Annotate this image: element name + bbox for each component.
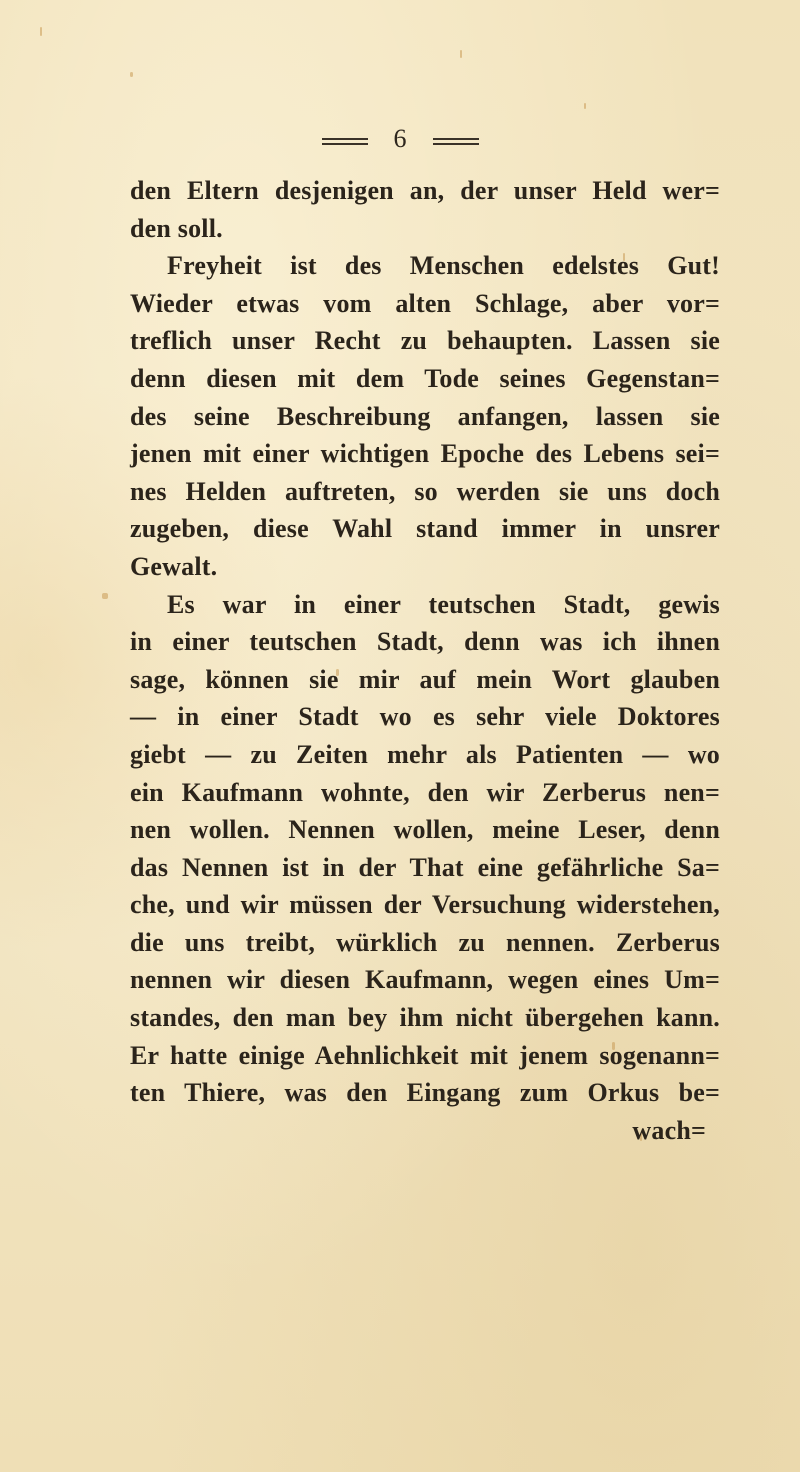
- text-line: sage, können sie mir auf mein Wort glauben: [130, 664, 720, 694]
- header-rule-left: [322, 138, 368, 145]
- text-line: nen wollen. Nennen wollen, meine Leser, denn: [130, 815, 720, 845]
- paragraph-first-line: Es war in einer teutschen Stadt, gewis: [167, 589, 720, 619]
- paragraph-first-line: Freyheit ist des Menschen edelstes Gut!: [167, 251, 720, 281]
- text-line: ein Kaufmann wohnte, den wir Zerberus nen=: [130, 777, 720, 807]
- text-line: in einer teutschen Stadt, denn was ich ihnen: [130, 627, 720, 657]
- text-line: Gewalt.: [130, 551, 218, 581]
- text-line: — in einer Stadt wo es sehr viele Doktores: [130, 702, 720, 732]
- text-line: ten Thiere, was den Eingang zum Orkus be=: [130, 1078, 720, 1108]
- text-line: zugeben, diese Wahl stand immer in unsrer: [130, 514, 720, 544]
- text-line: nennen wir diesen Kaufmann, wegen eines Um=: [130, 965, 720, 995]
- text-line: Er hatte einige Aehnlichkeit mit jenem sogenann=: [130, 1040, 720, 1070]
- body-text: [130, 172, 720, 1149]
- text-line: das Nennen ist in der That eine gefährliche Sa=: [130, 852, 720, 882]
- text-line: che, und wir müssen der Versuchung widerstehen,: [130, 890, 720, 920]
- text-line: nes Helden auftreten, so werden sie uns doch: [130, 476, 720, 506]
- header-rule-right: [433, 138, 479, 145]
- text-line: den soll.: [130, 213, 223, 243]
- text-line: giebt — zu Zeiten mehr als Patienten — wo: [130, 739, 720, 769]
- text-line: standes, den man bey ihm nicht übergehen kann.: [130, 1003, 720, 1033]
- page-header: [0, 124, 800, 154]
- text-line: die uns treibt, würklich zu nennen. Zerberus: [130, 927, 720, 957]
- text-line: jenen mit einer wichtigen Epoche des Lebens sei=: [130, 439, 720, 469]
- text-line: treflich unser Recht zu behaupten. Lassen sie: [130, 326, 720, 356]
- page-number: 6: [393, 124, 407, 153]
- catchword: wach=: [632, 1115, 706, 1145]
- text-line: den Eltern desjenigen an, der unser Held wer=: [130, 176, 720, 205]
- text-line: Wieder etwas vom alten Schlage, aber vor=: [130, 288, 720, 318]
- text-line: denn diesen mit dem Tode seines Gegenstan=: [130, 363, 720, 393]
- text-line: des seine Beschreibung anfangen, lassen sie: [130, 401, 720, 431]
